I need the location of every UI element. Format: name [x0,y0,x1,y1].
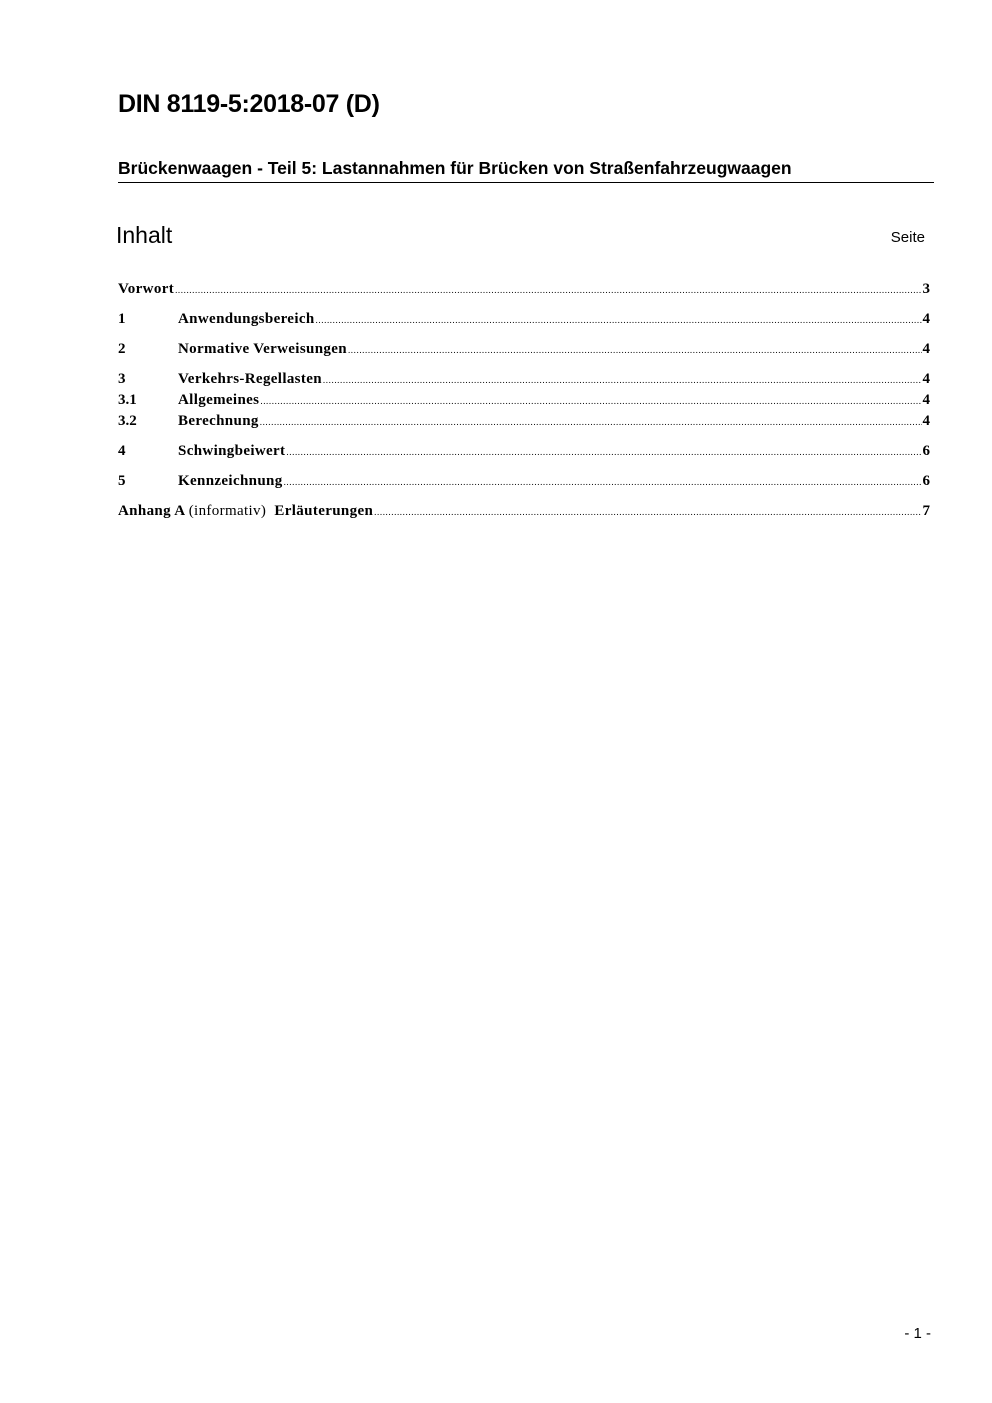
toc-entry-title-group [118,501,373,522]
toc-dot-leader [323,370,922,391]
toc-entry-number: 3 [118,371,126,387]
toc-entry-number: 4 [118,443,126,459]
toc-entry-page: 4 [922,311,930,327]
toc-entry-kennzeichnung[interactable] [118,471,930,492]
toc-entry-page: 4 [922,413,930,429]
toc-page-column-label: Seite [890,229,925,246]
toc-dot-leader [286,442,921,463]
toc-dot-leader [348,340,922,361]
toc-entry-title: Anhang A [118,503,185,519]
toc-entry-page: 4 [922,341,930,357]
toc-entry-allgemeines[interactable] [118,390,930,411]
toc-entry-page: 6 [922,473,930,489]
toc-dot-leader [175,280,921,301]
toc-entry-vorwort[interactable] [118,279,930,300]
toc-entry-number: 3.1 [118,392,137,408]
toc-dot-leader [316,310,922,331]
toc-entry-number: 5 [118,473,126,489]
toc-entry-page: 4 [922,371,930,387]
toc-entry-title: Berechnung [178,413,259,429]
toc-entry-title: Schwingbeiwert [178,443,286,459]
toc-dot-leader [284,472,922,493]
toc-entry-page: 7 [922,503,930,519]
toc-entry-berechnung[interactable] [118,411,930,432]
doc-title: Brückenwaagen - Teil 5: Lastannahmen für Brücken von Straßenfahrzeugwaagen [118,158,934,183]
toc-entry-title: Normative Verweisungen [178,341,347,357]
toc-entry-number: 3.2 [118,413,137,429]
toc-entry-normative-verweisungen[interactable] [118,339,930,360]
toc-entry-number: 1 [118,311,126,327]
page-number: - 1 - [904,1325,931,1342]
toc-entry-schwingbeiwert[interactable] [118,441,930,462]
toc-dot-leader [260,412,922,433]
toc-entry-verkehrs-regellasten[interactable] [118,369,930,390]
toc-entry-page: 3 [922,281,930,297]
toc-entry-title: Anwendungsbereich [178,311,315,327]
toc-entry-number: 2 [118,341,126,357]
toc-entry-anhang-a[interactable] [118,501,930,522]
doc-id: DIN 8119-5:2018-07 (D) [118,90,380,118]
toc-entry-title: Verkehrs-Regellasten [178,371,322,387]
toc-entry-title: Kennzeichnung [178,473,283,489]
toc-entry-title: Allgemeines [178,392,260,408]
toc-entry-anwendungsbereich[interactable] [118,309,930,330]
toc-entry-page: 6 [922,443,930,459]
toc-heading: Inhalt [116,222,173,248]
table-of-contents [118,279,930,522]
toc-entry-title-suffix: Erläuterungen [274,503,374,519]
toc-entry-informative-note: (informativ) [188,503,267,519]
toc-dot-leader [374,502,921,523]
toc-entry-title: Vorwort [118,281,175,297]
toc-dot-leader [260,391,921,412]
toc-entry-page: 4 [922,392,930,408]
